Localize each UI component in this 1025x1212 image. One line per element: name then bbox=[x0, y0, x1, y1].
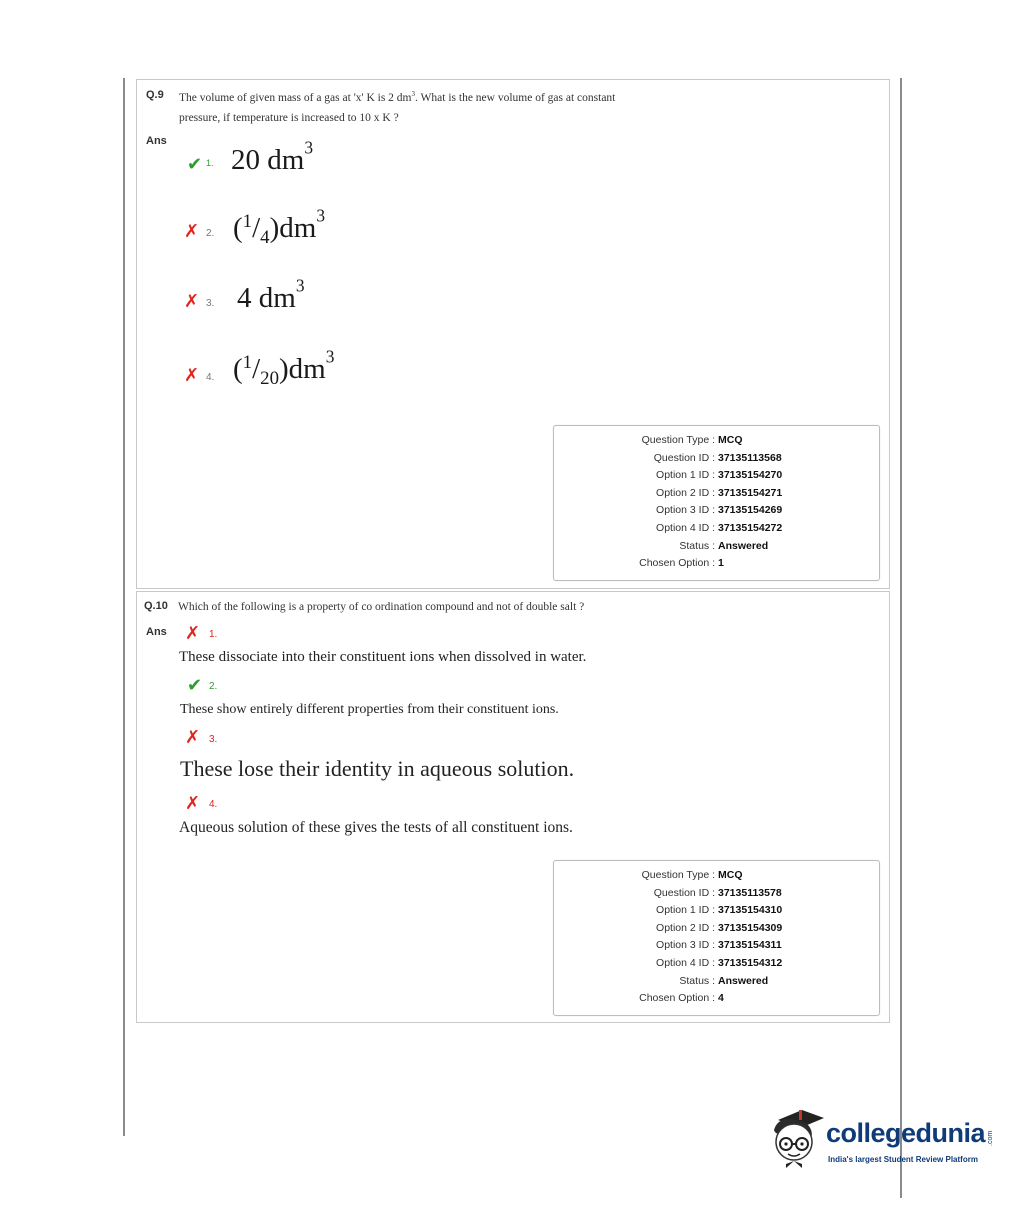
info-row: Chosen Option : 1 bbox=[639, 557, 724, 569]
option-number: 4. bbox=[209, 799, 218, 810]
info-row: Option 2 ID : 37135154271 bbox=[656, 487, 783, 499]
info-row: Status : Answered bbox=[679, 540, 769, 552]
correct-tick-icon: ✔ bbox=[187, 154, 203, 174]
info-row: Question ID : 37135113568 bbox=[653, 452, 782, 464]
info-row: Chosen Option : 4 bbox=[639, 992, 724, 1004]
option-number: 2. bbox=[209, 681, 218, 692]
brand-name: collegedunia bbox=[826, 1118, 986, 1148]
option-1-text: These dissociate into their constituent ions when dissolved in water. bbox=[179, 649, 587, 665]
info-row: Option 4 ID : 37135154272 bbox=[656, 522, 783, 534]
option-1-value: 20 $dm^3$ bbox=[231, 137, 314, 176]
answer-label: Ans bbox=[146, 626, 167, 638]
wrong-cross-icon: ✗ bbox=[184, 365, 200, 385]
answer-label: Ans bbox=[146, 135, 167, 147]
info-row: Option 1 ID : 37135154310 bbox=[656, 904, 783, 916]
option-number: 3. bbox=[206, 298, 215, 309]
left-margin-line bbox=[123, 78, 125, 1136]
question-10-panel bbox=[136, 591, 890, 1023]
info-row: Status : Answered bbox=[679, 975, 769, 987]
wrong-cross-icon: ✗ bbox=[184, 221, 200, 241]
wrong-cross-icon: ✗ bbox=[185, 623, 201, 643]
option-3-text: These lose their identity in aqueous solution. bbox=[180, 756, 575, 781]
wrong-cross-icon: ✗ bbox=[184, 291, 200, 311]
mascot-icon bbox=[766, 1106, 824, 1170]
question-number: Q.10 bbox=[144, 600, 168, 612]
wrong-cross-icon: ✗ bbox=[185, 727, 201, 747]
question-info-box bbox=[553, 425, 880, 581]
option-4-value: $(^1/20)dm^3$ bbox=[233, 346, 335, 389]
option-number: 4. bbox=[206, 372, 215, 383]
info-row: Option 3 ID : 37135154269 bbox=[656, 504, 783, 516]
question-9-panel bbox=[136, 79, 890, 589]
info-row: Option 1 ID : 37135154270 bbox=[656, 469, 783, 481]
question-text: Which of the following is a property of co ordination compound and not of double salt ? bbox=[178, 601, 585, 613]
brand-tagline: India's largest Student Review Platform bbox=[828, 1155, 978, 1164]
collegedunia-logo bbox=[766, 1104, 996, 1176]
question-text-line2: pressure, if temperature is increased to 10 x K ? bbox=[179, 112, 399, 124]
option-number: 3. bbox=[209, 734, 218, 745]
question-info-box bbox=[553, 860, 880, 1016]
option-3-value: 4 $dm^3$ bbox=[237, 275, 305, 314]
option-number: 1. bbox=[206, 158, 214, 168]
info-row: Option 3 ID : 37135154311 bbox=[656, 939, 782, 951]
question-number: Q.9 bbox=[146, 89, 164, 101]
info-row: Question Type : MCQ bbox=[641, 434, 743, 446]
brand-domain: .com bbox=[987, 1130, 994, 1146]
correct-tick-icon: ✔ bbox=[187, 675, 203, 695]
info-row: Option 2 ID : 37135154309 bbox=[656, 922, 783, 934]
wrong-cross-icon: ✗ bbox=[185, 793, 201, 813]
right-margin-line bbox=[900, 78, 902, 1198]
info-row: Question Type : MCQ bbox=[641, 869, 743, 881]
option-2-value: $(^1/4)dm^3$ bbox=[233, 205, 326, 248]
option-number: 2. bbox=[206, 228, 215, 239]
info-row: Question ID : 37135113578 bbox=[653, 887, 782, 899]
option-4-text: Aqueous solution of these gives the tests of all constituent ions. bbox=[179, 819, 573, 836]
option-number: 1. bbox=[209, 629, 218, 640]
option-2-text: These show entirely different properties from their constituent ions. bbox=[180, 702, 559, 717]
info-row: Option 4 ID : 37135154312 bbox=[656, 957, 783, 969]
question-text: The volume of given mass of a gas at 'x' K is 2 $dm^3$. What is the new volume of gas at constant bbox=[179, 90, 616, 104]
